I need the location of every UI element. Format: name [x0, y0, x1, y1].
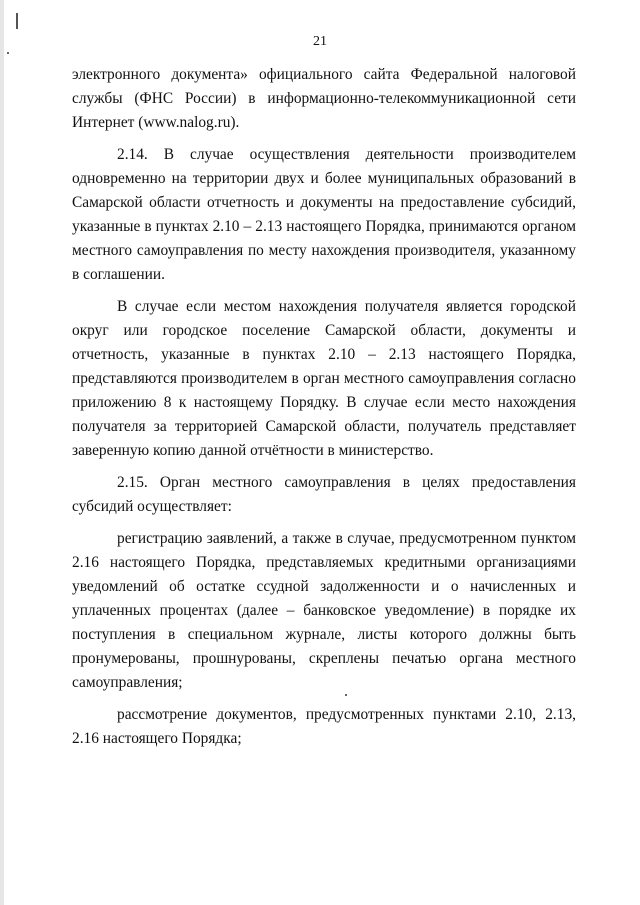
- paragraph: В случае если местом нахождения получателя является городской округ или городское поселение Самарской области, документы и отчетность, указанные в пунктах 2.10 – 2.13 настоящего Порядка, представляются производителем в орган местного самоуправления согласно приложению 8 к настоящему Порядку. В случае если место нахождения получателя за территорией Самарской области, получатель представляет заверенную копию данной отчётности в министерство.: [72, 298, 576, 459]
- page-number: 21: [313, 34, 327, 49]
- paragraph: 2.14. В случае осуществления деятельности производителем одновременно на территории двух и более муниципальных образований в Самарской области отчетность и документы на предоставление субсидий, указанные в пунктах 2.10 – 2.13 настоящего Порядка, принимаются органом местного самоуправления по месту нахождения производителя, указанному в соглашении.: [72, 146, 576, 283]
- document-body: [72, 63, 576, 751]
- scan-dot: [7, 52, 9, 54]
- scan-edge: [0, 0, 4, 905]
- paragraph: рассмотрение документов, предусмотренных пунктами 2.10, 2.13, 2.16 настоящего Порядка;: [72, 706, 576, 747]
- scan-mark: [16, 13, 18, 29]
- paragraph: электронного документа» официального сайта Федеральной налоговой службы (ФНС России) в информационно-телекоммуникационной сети Интернет (www.nalog.ru).: [72, 66, 576, 131]
- paragraph: регистрацию заявлений, а также в случае, предусмотренном пунктом 2.16 настоящего Порядка, представляемых кредитными организациями уведомлений об остатке ссудной задолженности и о начисленных и уплаченных процентах (далее – банковское уведомление) в порядке их поступления в специальном журнале, листы которого должны быть пронумерованы, прошнурованы, скреплены печатью органа местного самоуправления;: [72, 530, 576, 691]
- paragraph: 2.15. Орган местного самоуправления в целях предоставления субсидий осуществляет:: [72, 474, 576, 515]
